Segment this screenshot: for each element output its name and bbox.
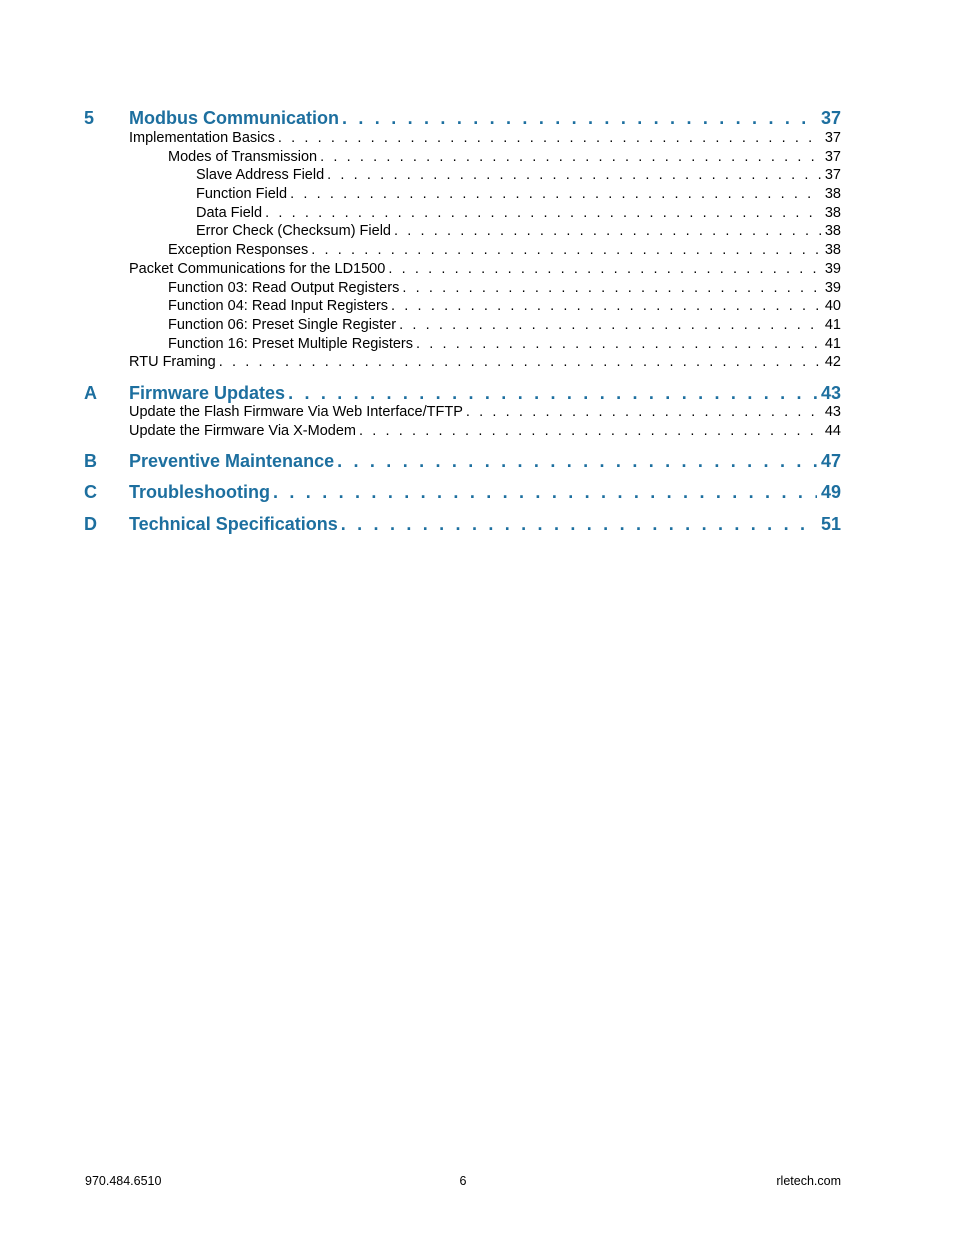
toc-entry[interactable] <box>129 404 841 420</box>
toc-dot-leader <box>308 242 821 258</box>
toc-title: Technical Specifications <box>129 514 338 534</box>
toc-page-number: 40 <box>824 298 841 314</box>
toc-title: Data Field <box>196 205 263 221</box>
toc-dot-leader <box>396 317 821 333</box>
toc-dot-leader <box>334 451 817 472</box>
toc-chapter[interactable] <box>84 514 841 535</box>
toc-entry[interactable] <box>196 205 841 221</box>
toc-page-number: 47 <box>820 451 841 471</box>
toc-title: Slave Address Field <box>196 167 325 183</box>
footer-page-number: 6 <box>459 1174 467 1188</box>
toc-page-number: 39 <box>824 261 841 277</box>
toc-page-number: 44 <box>824 423 841 439</box>
toc-entry[interactable] <box>168 336 841 352</box>
toc-dot-leader <box>356 423 821 439</box>
toc-chapter-number: D <box>84 514 97 534</box>
toc-dot-leader <box>270 482 817 503</box>
toc-page-number: 37 <box>824 167 841 183</box>
toc-title: Function 06: Preset Single Register <box>168 317 397 333</box>
toc-dot-leader <box>339 108 817 129</box>
toc-page-number: 38 <box>824 223 841 239</box>
toc-page-number: 41 <box>824 317 841 333</box>
toc-chapter-number: C <box>84 482 97 502</box>
toc-title: Packet Communications for the LD1500 <box>129 261 386 277</box>
toc-chapter[interactable] <box>84 482 841 503</box>
toc-dot-leader <box>317 149 821 165</box>
toc-entry[interactable] <box>129 423 841 439</box>
toc-page-number: 43 <box>820 383 841 403</box>
toc-page-number: 42 <box>824 354 841 370</box>
toc-title: Function Field <box>196 186 288 202</box>
toc-chapter-number: 5 <box>84 108 95 128</box>
toc-chapter-number: A <box>84 383 97 403</box>
toc-title: Update the Flash Firmware Via Web Interface/TFTP <box>129 404 463 420</box>
toc-page-number: 38 <box>824 205 841 221</box>
toc-title: Preventive Maintenance <box>129 451 335 471</box>
toc-entry[interactable] <box>168 280 841 296</box>
toc-dot-leader <box>285 383 817 404</box>
toc-title: Update the Firmware Via X-Modem <box>129 423 356 439</box>
toc-title: Implementation Basics <box>129 130 275 146</box>
toc-entry[interactable] <box>129 130 841 146</box>
toc-page-number: 39 <box>824 280 841 296</box>
toc-page-number: 41 <box>824 336 841 352</box>
toc-dot-leader <box>385 261 821 277</box>
toc-entry[interactable] <box>196 167 841 183</box>
toc-entry[interactable] <box>168 149 841 165</box>
toc-entry[interactable] <box>168 298 841 314</box>
toc-page-number: 37 <box>820 108 841 128</box>
toc-dot-leader <box>262 205 821 221</box>
toc-chapter[interactable] <box>84 383 841 404</box>
toc-chapter[interactable] <box>84 108 841 129</box>
toc-title: Exception Responses <box>168 242 309 258</box>
toc-page-number: 51 <box>820 514 841 534</box>
toc-entry[interactable] <box>168 242 841 258</box>
toc-entry[interactable] <box>168 317 841 333</box>
toc-page-number: 43 <box>824 404 841 420</box>
toc-title: Function 03: Read Output Registers <box>168 280 400 296</box>
toc-title: Error Check (Checksum) Field <box>196 223 391 239</box>
toc-title: Modbus Communication <box>129 108 339 128</box>
toc-page-number: 49 <box>820 482 841 502</box>
footer-phone: 970.484.6510 <box>85 1174 162 1188</box>
toc-title: Firmware Updates <box>129 383 286 403</box>
toc-title: Function 16: Preset Multiple Registers <box>168 336 413 352</box>
toc-page-number: 37 <box>824 149 841 165</box>
toc-entry[interactable] <box>129 261 841 277</box>
toc-page-number: 37 <box>824 130 841 146</box>
toc-title: Function 04: Read Input Registers <box>168 298 389 314</box>
toc-page-number: 38 <box>824 242 841 258</box>
toc-dot-leader <box>391 223 821 239</box>
toc-title: RTU Framing <box>129 354 216 370</box>
toc-dot-leader <box>287 186 821 202</box>
toc-dot-leader <box>399 280 821 296</box>
footer-website[interactable]: rletech.com <box>776 1174 841 1188</box>
toc-chapter-number: B <box>84 451 97 471</box>
toc-chapter[interactable] <box>84 451 841 472</box>
toc-title: Troubleshooting <box>129 482 270 502</box>
toc-dot-leader <box>216 354 821 370</box>
toc-dot-leader <box>463 404 821 420</box>
toc-dot-leader <box>275 130 821 146</box>
toc-dot-leader <box>324 167 821 183</box>
toc-title: Modes of Transmission <box>168 149 318 165</box>
toc-entry[interactable] <box>196 186 841 202</box>
toc-dot-leader <box>413 336 821 352</box>
toc-entry[interactable] <box>196 223 841 239</box>
toc-entry[interactable] <box>129 354 841 370</box>
toc-dot-leader <box>338 514 817 535</box>
toc-dot-leader <box>388 298 821 314</box>
toc-page-number: 38 <box>824 186 841 202</box>
